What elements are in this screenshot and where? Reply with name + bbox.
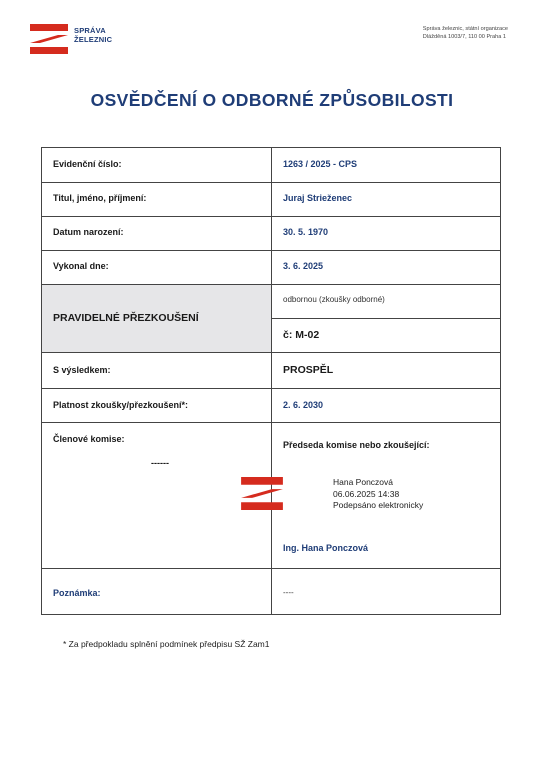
name-value: Juraj Strieženec <box>283 193 353 203</box>
row-divider <box>42 250 500 251</box>
exam-date-value: 3. 6. 2025 <box>283 261 324 271</box>
note-label: Poznámka: <box>53 588 101 598</box>
szdc-logo-icon <box>30 24 68 54</box>
footnote: * Za předpokladu splnění podmínek předpisu SŽ Zam1 <box>63 639 270 649</box>
row-divider <box>42 352 500 353</box>
evidence-number-label: Evidenční číslo: <box>53 159 122 169</box>
review-type-label: PRAVIDELNÉ PŘEZKOUŠENÍ <box>53 312 199 324</box>
review-number-value: č: M-02 <box>283 329 320 341</box>
electronic-signature <box>333 477 423 512</box>
column-divider <box>271 148 272 614</box>
logo-text <box>74 26 112 44</box>
row-divider <box>42 422 500 423</box>
signature-name: Hana Ponczová <box>333 477 394 487</box>
evidence-number-value: 1263 / 2025 - CPS <box>283 159 358 169</box>
company-logo <box>30 24 112 54</box>
review-scope-value: odbornou (zkoušky odborné) <box>283 295 385 304</box>
row-divider <box>42 216 500 217</box>
document-title: OSVĚDČENÍ O ODBORNÉ ZPŮSOBILOSTI <box>90 90 454 110</box>
signature-logo-icon <box>241 477 283 510</box>
org-line2: Dlážděná 1003/7, 110 00 Praha 1 <box>422 34 507 40</box>
logo-line1: SPRÁVA <box>74 26 106 35</box>
organization-info <box>423 25 508 41</box>
row-divider <box>42 568 500 569</box>
org-line1: Správa železnic, státní organizace <box>422 26 508 32</box>
result-value: PROSPĚL <box>283 364 334 376</box>
commission-members-label: Členové komise: <box>53 434 125 444</box>
chair-label: Předseda komise nebo zkoušející: <box>283 440 430 450</box>
signature-note: Podepsáno elektronicky <box>333 500 424 510</box>
name-label: Titul, jméno, příjmení: <box>53 193 147 203</box>
row-divider <box>42 182 500 183</box>
row-divider <box>271 318 500 319</box>
note-value: ---- <box>283 588 294 597</box>
signature-datetime: 06.06.2025 14:38 <box>333 488 400 499</box>
commission-members-value: ------ <box>151 458 169 468</box>
row-divider <box>42 284 500 285</box>
birth-date-label: Datum narození: <box>53 227 124 237</box>
birth-date-value: 30. 5. 1970 <box>283 227 329 237</box>
result-label: S výsledkem: <box>53 365 111 375</box>
chair-name: Ing. Hana Ponczová <box>283 543 369 553</box>
row-divider <box>42 388 500 389</box>
validity-value: 2. 6. 2030 <box>283 400 324 410</box>
validity-label: Platnost zkoušky/přezkoušení*: <box>53 400 189 410</box>
exam-date-label: Vykonal dne: <box>53 261 109 271</box>
logo-line2: ŽELEZNIC <box>74 35 113 44</box>
certificate-table <box>41 147 501 615</box>
